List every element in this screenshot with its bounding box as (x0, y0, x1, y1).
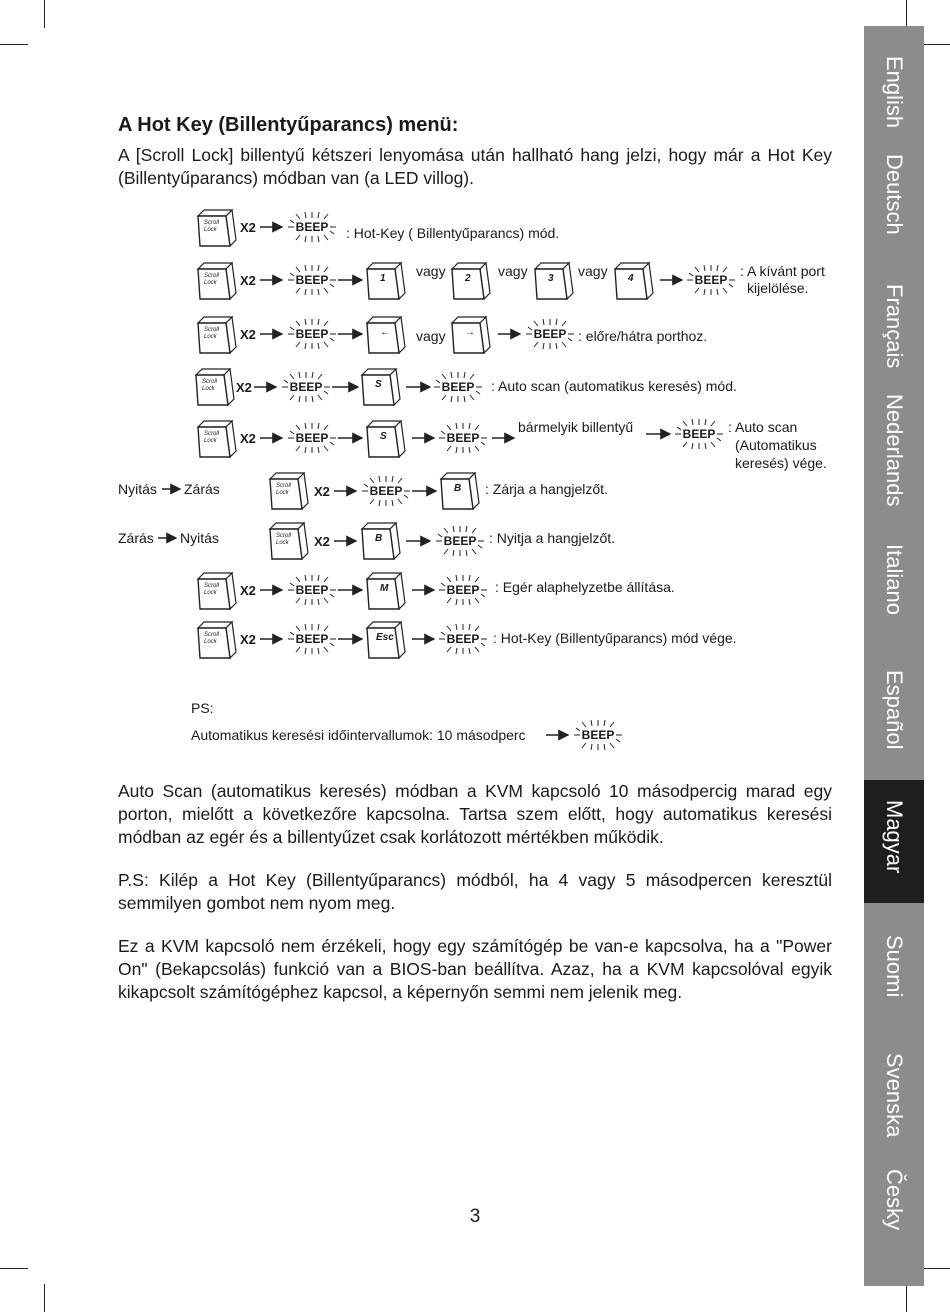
key-label: Lock (204, 590, 217, 596)
lang-label: Nederlands (882, 394, 907, 507)
scroll-lock-key-icon (198, 263, 236, 299)
beep-icon (687, 265, 735, 295)
scroll-lock-key-icon (270, 473, 308, 509)
key-label: Lock (204, 227, 217, 233)
beep-label: BEEP (446, 431, 480, 445)
key-label: Scroll (202, 379, 218, 385)
beep-icon (675, 419, 723, 449)
key-label: 4 (628, 273, 634, 284)
x2-label: X2 (240, 583, 256, 598)
row2-description: : A kívánt port (740, 263, 825, 279)
key-icon (362, 369, 400, 405)
row5-any-key-label: bármelyik billentyű (518, 419, 634, 435)
beep-icon (574, 720, 622, 750)
beep-icon (282, 372, 330, 402)
key-shape (615, 263, 653, 299)
row5-description: : Auto scan (728, 419, 798, 435)
beep-icon (288, 624, 336, 654)
beep-label: BEEP (295, 431, 329, 445)
ps-label: PS: (191, 700, 214, 716)
beep-label: BEEP (443, 534, 477, 548)
beep-label: BEEP (441, 380, 475, 394)
row7-to-label: Nyitás (180, 530, 219, 546)
section-title: A Hot Key (Billentyűparancs) menü: (118, 114, 459, 136)
key-shape (452, 263, 490, 299)
beep-icon (288, 319, 336, 349)
row1-description: : Hot-Key ( Billentyűparancs) mód. (346, 225, 560, 241)
key-label: Lock (204, 438, 217, 444)
key-label: Lock (204, 639, 217, 645)
key-label: Scroll (204, 431, 220, 437)
beep-icon (434, 372, 482, 402)
beep-label: BEEP (581, 728, 615, 742)
beep-label: BEEP (295, 220, 329, 234)
beep-label: BEEP (682, 427, 716, 441)
row6-description: : Zárja a hangjelzőt. (485, 481, 608, 497)
scroll-lock-key-icon (198, 421, 236, 457)
key-icon (367, 263, 405, 299)
key-label: Scroll (276, 533, 292, 539)
scroll-lock-key-icon (198, 573, 236, 609)
x2-label: X2 (236, 380, 252, 395)
beep-label: BEEP (295, 632, 329, 646)
beep-icon (288, 265, 336, 295)
key-label: B (375, 533, 383, 544)
lang-label: Česky (882, 1169, 907, 1231)
key-label: Esc (376, 632, 394, 643)
beep-label: BEEP (295, 583, 329, 597)
beep-label: BEEP (295, 327, 329, 341)
row7-description: : Nyitja a hangjelzőt. (489, 530, 616, 546)
scroll-lock-key-icon (198, 622, 236, 658)
key-label: Scroll (204, 632, 220, 638)
key-label: S (375, 379, 382, 390)
row2-description: kijelölése. (747, 280, 809, 296)
key-label: Lock (204, 280, 217, 286)
lang-label: Suomi (882, 935, 907, 998)
lang-label: Français (882, 284, 907, 369)
ps-interval-text: Automatikus keresési időintervallumok: 10 másodperc (191, 727, 526, 743)
x2-label: X2 (314, 484, 330, 499)
key-icon (452, 317, 490, 353)
beep-icon (288, 423, 336, 453)
row9-description: : Hot-Key (Billentyűparancs) mód vége. (493, 630, 737, 646)
vagy-label: vagy (578, 263, 608, 279)
beep-label: BEEP (446, 583, 480, 597)
key-icon (362, 523, 400, 559)
beep-label: BEEP (295, 273, 329, 287)
lang-label: Magyar (882, 800, 907, 874)
beep-label: BEEP (446, 632, 480, 646)
beep-icon (436, 526, 484, 556)
beep-icon (439, 624, 487, 654)
key-label: 3 (548, 273, 554, 284)
key-label: M (380, 583, 389, 594)
row6-from-label: Nyitás (118, 481, 157, 497)
vagy-label: vagy (498, 263, 528, 279)
x2-label: X2 (314, 534, 330, 549)
row3-description: : előre/hátra porthoz. (578, 328, 708, 344)
key-shape (367, 263, 405, 299)
scroll-lock-key-icon (270, 523, 308, 559)
key-icon (615, 263, 653, 299)
x2-label: X2 (240, 220, 256, 235)
row7-from-label: Zárás (118, 530, 154, 546)
kvm-paragraph: Ez a KVM kapcsoló nem érzékeli, hogy egy számítógép be van-e kapcsolva, ha a "Power On" (Bekapcsolás) funkció van a BIOS-ban beállítva. Azaz, ha a KVM kapcsolóval egyik kikapcsolt számítógéphez kapcsol, a képernyőn semmi nem jelenik meg. (118, 936, 832, 1002)
autoscan-paragraph: Auto Scan (automatikus keresés) módban a KVM kapcsoló 10 másodpercig marad egy porton, mielőtt a következőre kapcsolna. Tartsa szem előtt, hogy automatikus keresési módban az egér és a billentyűzet csak korlátozott mértékben működik. (118, 781, 832, 847)
key-label: Scroll (204, 220, 220, 226)
beep-icon (362, 476, 410, 506)
key-icon (367, 622, 405, 658)
key-label: Lock (276, 490, 289, 496)
x2-label: X2 (240, 327, 256, 342)
beep-label: BEEP (289, 380, 323, 394)
lang-label: English (882, 56, 907, 129)
x2-label: X2 (240, 632, 256, 647)
lang-label: Italiano (882, 544, 907, 615)
key-label: 1 (380, 273, 386, 284)
key-shape (535, 263, 573, 299)
key-label: → (465, 327, 475, 338)
scroll-lock-key-icon (196, 369, 234, 405)
beep-label: BEEP (369, 484, 403, 498)
beep-icon (439, 575, 487, 605)
beep-label: BEEP (533, 327, 567, 341)
beep-icon (288, 212, 336, 242)
row5-description: (Automatikus (735, 437, 817, 453)
row4-description: : Auto scan (automatikus keresés) mód. (491, 378, 737, 394)
key-icon (535, 263, 573, 299)
key-icon (441, 473, 479, 509)
key-label: Scroll (204, 327, 220, 333)
x2-label: X2 (240, 431, 256, 446)
lang-label: Deutsch (882, 154, 907, 235)
x2-label: X2 (240, 273, 256, 288)
key-label: S (380, 431, 387, 442)
key-icon (367, 317, 405, 353)
key-label: Scroll (204, 273, 220, 279)
scroll-lock-key-icon (198, 210, 236, 246)
intro-paragraph: A [Scroll Lock] billentyű kétszeri lenyomása után hallható hang jelzi, hogy már a Hot Key (Billentyűparancs) módban van (a LED villog). (118, 145, 832, 188)
vagy-label: vagy (416, 263, 446, 279)
key-label: 2 (465, 273, 471, 284)
lang-label: Svenska (882, 1053, 907, 1138)
beep-icon (526, 319, 574, 349)
vagy-label: vagy (416, 328, 446, 344)
beep-icon (288, 575, 336, 605)
ps-paragraph: P.S: Kilép a Hot Key (Billentyűparancs) módból, ha 4 vagy 5 másodpercen keresztül semmilyen gombot nem nyom meg. (118, 870, 832, 913)
key-label: Lock (202, 386, 215, 392)
scroll-lock-key-icon (198, 317, 236, 353)
key-label: Lock (276, 540, 289, 546)
row8-description: : Egér alaphelyzetbe állítása. (495, 579, 675, 595)
key-label: Scroll (276, 483, 292, 489)
key-icon (367, 421, 405, 457)
row5-description: keresés) vége. (735, 455, 827, 471)
page-number: 3 (469, 1206, 481, 1227)
beep-label: BEEP (694, 273, 728, 287)
key-label: Scroll (204, 583, 220, 589)
beep-icon (439, 423, 487, 453)
key-label: B (454, 483, 462, 494)
row6-to-label: Zárás (184, 481, 220, 497)
key-label: Lock (204, 334, 217, 340)
key-label: ← (380, 327, 390, 338)
key-icon (367, 573, 405, 609)
lang-label: Español (882, 670, 907, 750)
key-icon (452, 263, 490, 299)
